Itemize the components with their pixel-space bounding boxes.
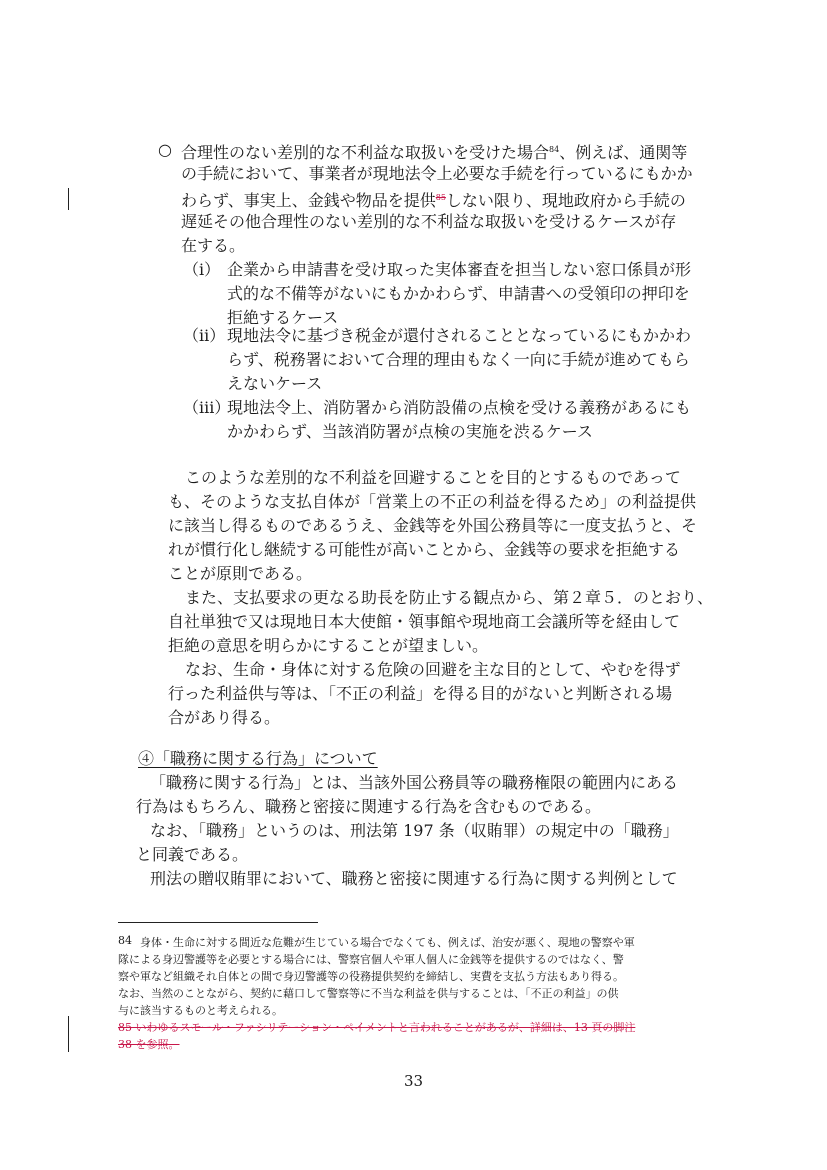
bullet-line: 遅延その他合理性のない差別的な不利益な取扱いを受けるケースが存 [181, 212, 677, 231]
paragraph-line: れが慣行化し継続する可能性が高いことから、金銭等の要求を拒絶する [168, 540, 681, 559]
footnote-deleted-line: 85 いわゆるスモール・ファシリテーション・ペイメントと言われることがあるが、詳細は、13 頁の脚注 [118, 1021, 636, 1034]
footnote-line: 隊による身辺警護等を必要とする場合には、警察官個人や軍人個人に金銭等を提供するのではなく、警 [118, 953, 624, 966]
bullet-line: 合理性のない差別的な不利益な取扱いを受けた場合$^{84}$、例えば、通関等 [181, 143, 688, 162]
footnote-number: 84 [118, 934, 132, 947]
footnote-number-deleted: 85 [118, 1021, 132, 1034]
paragraph-line: このような差別的な不利益を回避することを目的とするものであって [185, 468, 681, 487]
paragraph-line: 拒絶の意思を明らかにすることが望ましい。 [168, 636, 489, 655]
section-heading: ④「職務に関する行為」について [138, 749, 378, 768]
section-line: 「職務に関する行為」とは、当該外国公務員等の職務権限の範囲内にある [150, 773, 679, 792]
case-line: かかわらず、当該消防署が点検の実施を渋るケース [227, 422, 593, 441]
paragraph-line: また、支払要求の更なる助長を防止する観点から、第２章５．のとおり、 [185, 588, 714, 607]
case-line: 企業から申請書を受け取った実体審査を担当しない窓口係員が形 [227, 260, 692, 279]
paragraph-line: も、そのような支払自体が「営業上の不正の利益を得るため」の利益提供 [168, 492, 697, 511]
section-line: 刑法の贈収賄罪において、職務と密接に関連する行為に関する判例として [150, 869, 678, 888]
case-line: 拒絶するケース [227, 308, 339, 327]
footnote-deleted-line: 38 を参照。 [118, 1038, 180, 1051]
revision-change-bar [68, 1016, 69, 1052]
paragraph-line: に該当し得るものであるうえ、金銭等を外国公務員等に一度支払うと、そ [168, 516, 697, 535]
case-label: （ⅰ） [183, 260, 221, 279]
bullet-line: わらず、事実上、金銭や物品を提供$^{85}$しない限り、現地政府から手続の [181, 191, 686, 210]
case-line: らず、税務署において合理的理由もなく一向に手続が進めてもら [227, 350, 690, 369]
section-line: 行為はもちろん、職務と密接に関連する行為を含むものである。 [136, 797, 601, 816]
paragraph-line: 行った利益供与等は、「不正の利益」を得る目的がないと判断される場 [168, 684, 673, 703]
page-number: 33 [404, 1072, 424, 1090]
bullet-line: の手続において、事業者が現地法令上必要な手続を行っているにもかか [181, 164, 693, 183]
case-line: えないケース [227, 374, 323, 393]
footnote-separator [118, 922, 318, 923]
footnote-line: 与に該当するものと考えられる。 [118, 1004, 283, 1017]
footnote-line: 身体・生命に対する間近な危難が生じている場合でなくても、例えば、治安が悪く、現地の警察や軍 [140, 936, 635, 949]
section-line: と同義である。 [136, 845, 249, 864]
case-line: 式的な不備等がないにもかかわらず、申請書への受領印の押印を [227, 284, 690, 303]
paragraph-line: ことが原則である。 [168, 564, 313, 583]
paragraph-line: 自社単独で又は現地日本大使館・領事館や現地商工会議所等を経由して [168, 612, 681, 631]
section-line: なお、「職務」というのは、刑法第 197 条（収賄罪）の規定中の「職務」 [150, 821, 679, 840]
revision-change-bar [68, 188, 69, 210]
footnote-ref-85-deleted[interactable]: 85 [435, 193, 446, 202]
footnote-ref-84[interactable]: 84 [549, 145, 560, 154]
footnote-line: なお、当然のことながら、契約に藉口して警察等に不当な利益を供与することは、「不正の利益」の供 [118, 987, 619, 1000]
case-line: 現地法令に基づき税金が還付されることとなっているにもかかわ [227, 326, 692, 345]
footnote-line: 察や軍など組織それ自体との間で身辺警護等の役務提供契約を締結し、実費を支払う方法もあり得る。 [118, 970, 624, 983]
paragraph-line: 合があり得る。 [168, 708, 281, 727]
case-label: （ⅲ） [183, 398, 231, 417]
case-line: 現地法令上、消防署から消防設備の点検を受ける義務があるにも [227, 398, 692, 417]
bullet-mark: ○ [158, 140, 172, 159]
bullet-line: 在する。 [181, 236, 246, 255]
paragraph-line: なお、生命・身体に対する危険の回避を主な目的として、やむを得ず [185, 660, 681, 679]
case-label: （ⅱ） [183, 326, 226, 345]
